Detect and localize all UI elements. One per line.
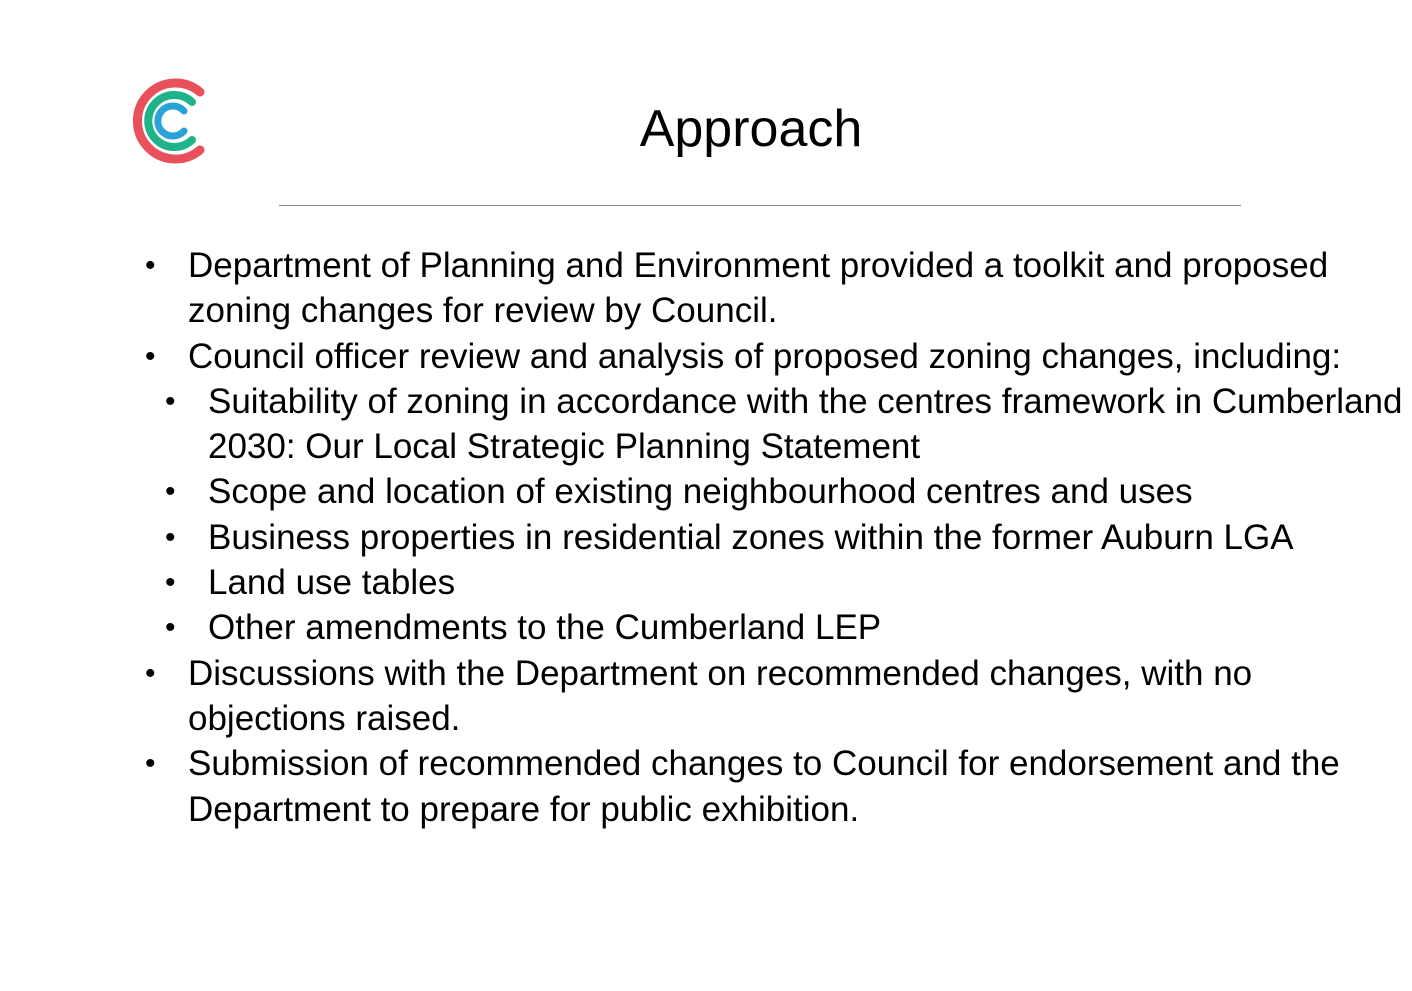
sub-list-item-text: Other amendments to the Cumberland LEP [208, 608, 882, 648]
list-item [140, 334, 1405, 379]
list-item-text: Discussions with the Department on recommended changes, with no objections raised. [188, 653, 1253, 738]
list-item [140, 741, 1405, 832]
bullet-marker: • [145, 656, 156, 690]
bullet-marker: • [145, 339, 156, 373]
slide-title: Approach [639, 100, 863, 158]
sub-list-item [140, 379, 1405, 470]
list-item [140, 243, 1405, 334]
sub-list-item-text: Suitability of zoning in accordance with the centres framework in Cumberland 2030: Our Local Strategic Planning Statement [208, 381, 1403, 467]
bullet-marker: • [165, 611, 176, 645]
slide-body [140, 243, 1405, 832]
sub-list-item-text: Business properties in residential zones within the former Auburn LGA [208, 517, 1294, 557]
sub-list-item-text: Scope and location of existing neighbourhood centres and uses [208, 472, 1193, 512]
title-divider [279, 205, 1241, 206]
sub-list-item-text: Land use tables [208, 563, 456, 603]
bullet-marker: • [145, 249, 156, 282]
bullet-list-continued [140, 651, 1405, 832]
sub-list-item [140, 605, 1405, 650]
sub-list-item [140, 515, 1405, 560]
list-item-text: Department of Planning and Environment provided a toolkit and proposed zoning changes for review by Council. [188, 246, 1329, 331]
sub-bullet-list [140, 379, 1405, 651]
list-item-text: Submission of recommended changes to Council for endorsement and the Department to prepare for public exhibition. [188, 744, 1340, 829]
sub-list-item [140, 469, 1405, 514]
sub-list-item [140, 560, 1405, 605]
list-item-text: Council officer review and analysis of proposed zoning changes, including: [188, 336, 1342, 376]
bullet-marker: • [165, 566, 176, 600]
bullet-marker: • [145, 747, 156, 781]
bullet-marker: • [165, 384, 176, 418]
list-item [140, 651, 1405, 742]
bullet-marker: • [165, 520, 176, 554]
bullet-marker: • [165, 475, 176, 509]
bullet-list [140, 243, 1405, 379]
